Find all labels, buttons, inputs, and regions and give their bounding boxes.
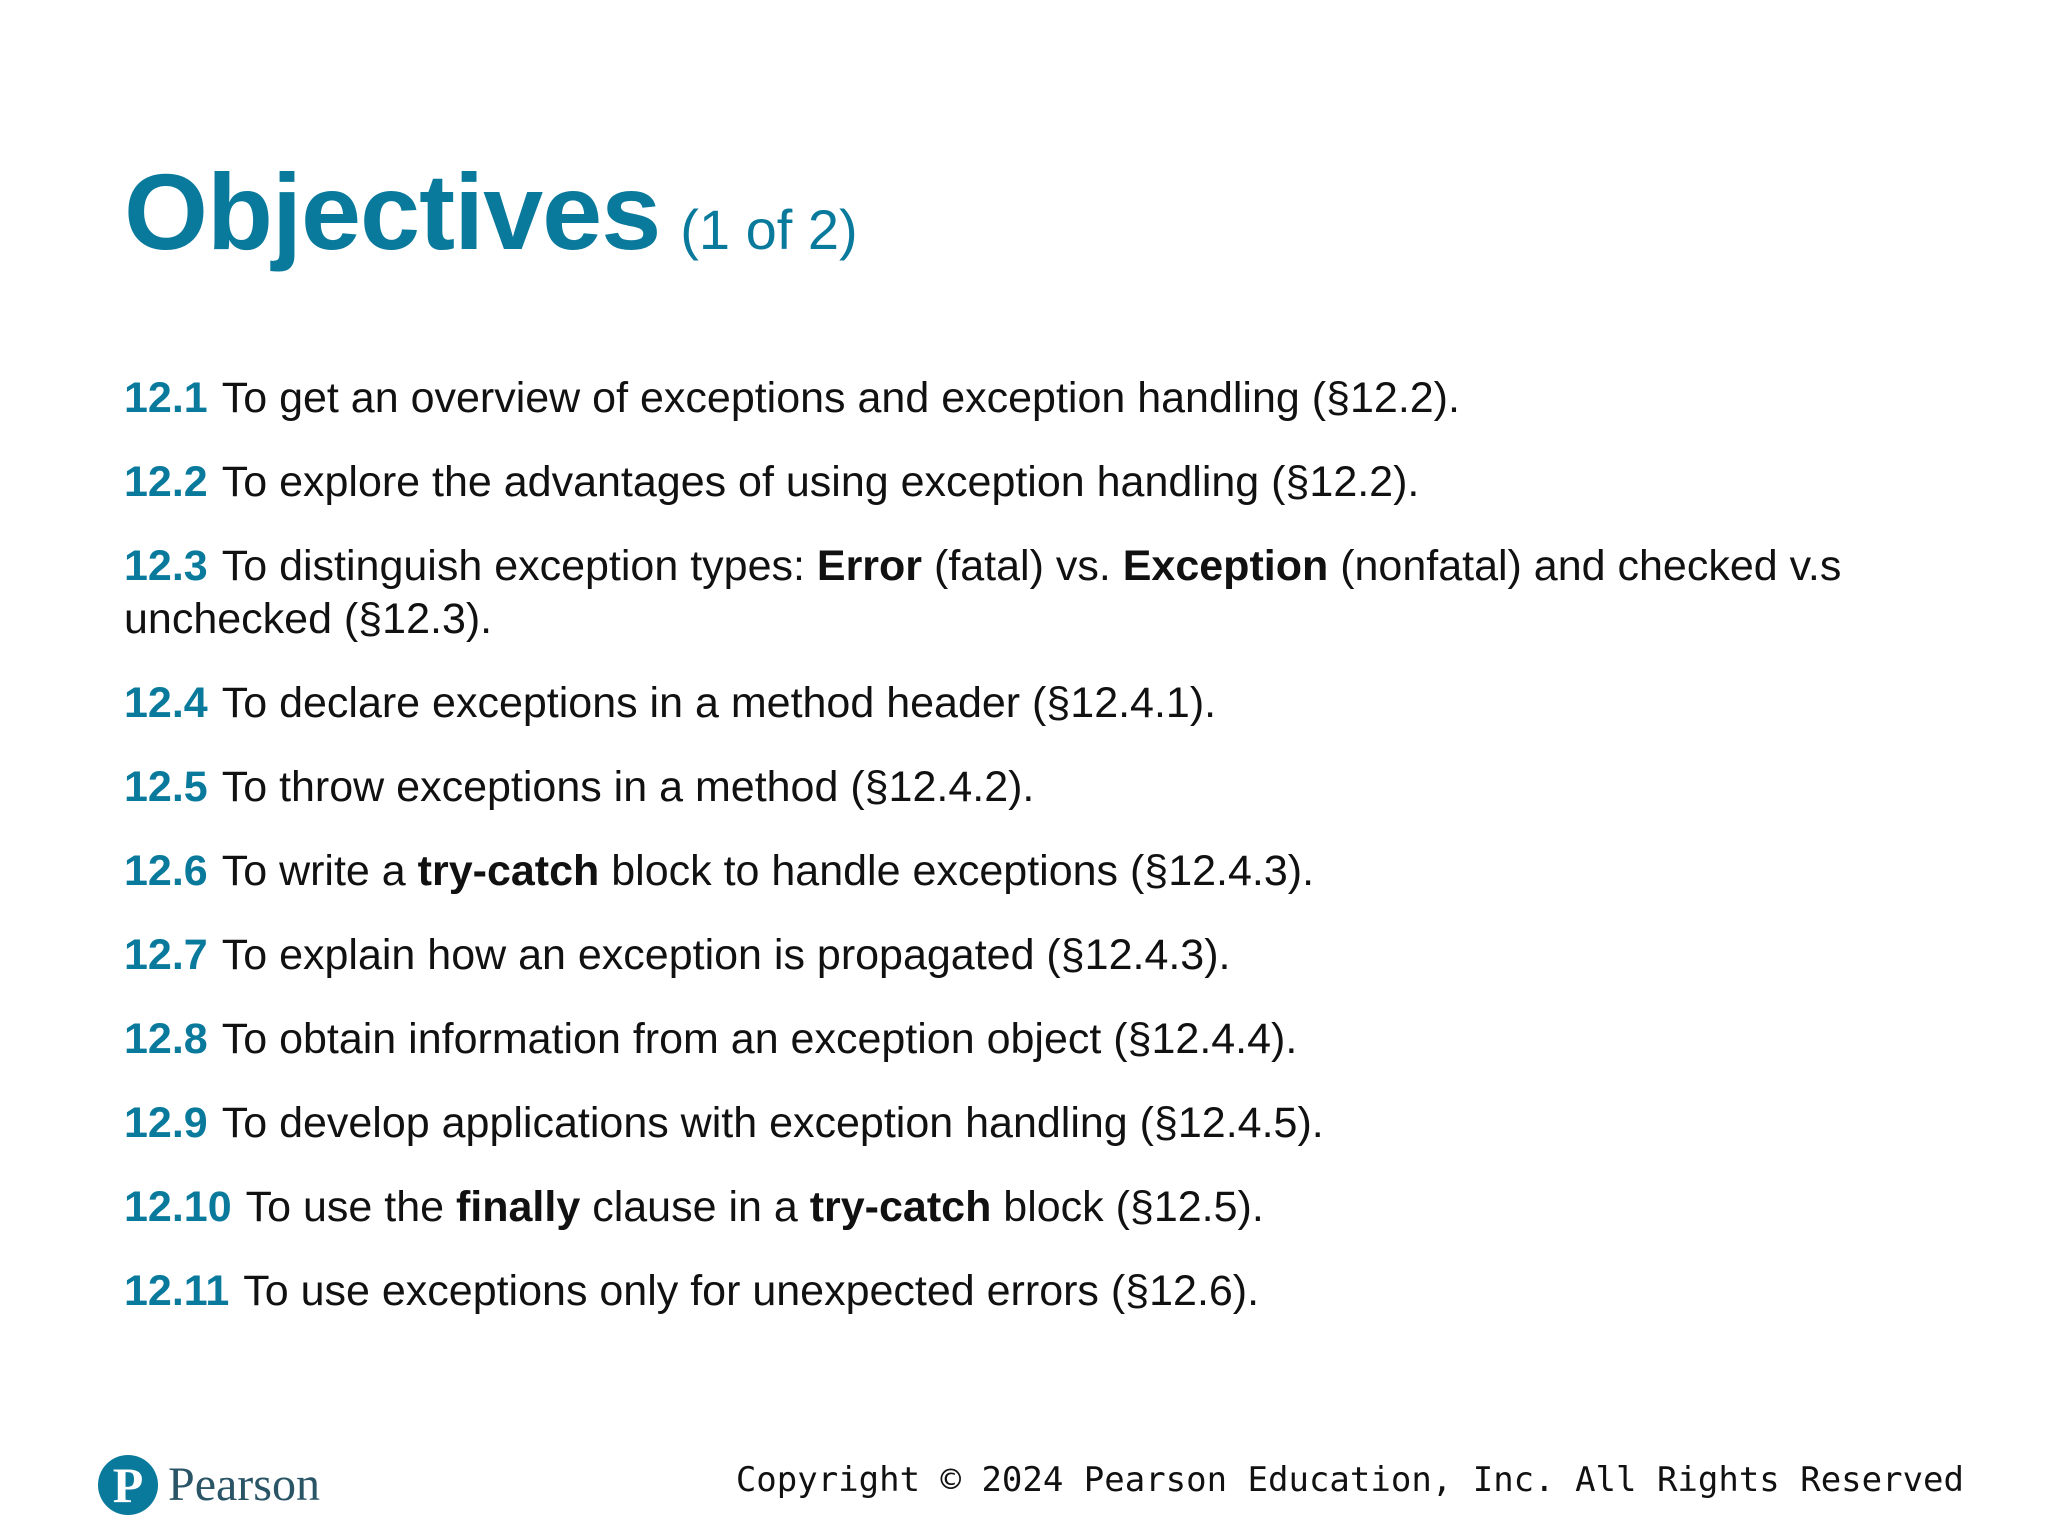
objective-text: To use the	[245, 1183, 456, 1231]
objective-number: 12.1	[124, 374, 208, 422]
objective-text: To explain how an exception is propagated (§12.4.3).	[221, 931, 1231, 979]
objective-number: 12.2	[124, 458, 208, 506]
objective-code-term: try-catch	[809, 1183, 992, 1231]
pearson-logo	[98, 1452, 320, 1518]
objective-text: To throw exceptions in a method (§12.4.2).	[221, 763, 1035, 811]
objective-text: To get an overview of exceptions and exception handling (§12.2).	[221, 374, 1460, 422]
objective-item	[124, 372, 1944, 425]
objective-text: To develop applications with exception handling (§12.4.5).	[221, 1099, 1324, 1147]
objective-text: To explore the advantages of using exception handling (§12.2).	[221, 458, 1420, 506]
objective-text: clause in a	[580, 1183, 810, 1231]
objective-item	[124, 929, 1944, 982]
objective-number: 12.8	[124, 1015, 208, 1063]
objective-number: 12.7	[124, 931, 208, 979]
objective-item	[124, 1013, 1944, 1066]
objective-item	[124, 1181, 1944, 1234]
objective-item	[124, 1097, 1944, 1150]
objective-number: 12.4	[124, 679, 208, 727]
pearson-logo-text: Pearson	[168, 1458, 320, 1511]
pearson-p-logo-icon: P	[98, 1455, 158, 1515]
objectives-list	[124, 372, 1944, 1349]
objective-item	[124, 677, 1944, 730]
objective-text: To write a	[221, 847, 418, 895]
objective-text: (fatal) vs.	[922, 542, 1123, 590]
objective-text: To declare exceptions in a method header (§12.4.1).	[221, 679, 1217, 727]
title-main: Objectives	[124, 151, 661, 272]
objective-text: block (§12.5).	[991, 1183, 1264, 1231]
objective-item	[124, 761, 1944, 814]
objective-number: 12.9	[124, 1099, 208, 1147]
objective-item	[124, 845, 1944, 898]
objective-number: 12.3	[124, 542, 208, 590]
objective-number: 12.10	[124, 1183, 232, 1231]
objective-number: 12.5	[124, 763, 208, 811]
copyright-notice: Copyright © 2024 Pearson Education, Inc. All Rights Reserved	[735, 1460, 1964, 1500]
objective-item	[124, 456, 1944, 509]
objective-item	[124, 1265, 1944, 1318]
objective-text: (nonfatal) and checked v.s unchecked (§12.3).	[124, 542, 1842, 643]
objective-code-term: try-catch	[417, 847, 600, 895]
title-subtitle: (1 of 2)	[680, 198, 858, 261]
objective-code-term: Error	[816, 542, 923, 590]
objective-code-term: finally	[455, 1183, 581, 1231]
objective-text: To obtain information from an exception object (§12.4.4).	[221, 1015, 1298, 1063]
objective-text: To use exceptions only for unexpected errors (§12.6).	[243, 1267, 1260, 1315]
slide-title	[124, 151, 858, 272]
objective-code-term: Exception	[1122, 542, 1329, 590]
objective-number: 12.6	[124, 847, 208, 895]
objective-text: To distinguish exception types:	[221, 542, 817, 590]
objective-item	[124, 540, 1944, 646]
objective-text: block to handle exceptions (§12.4.3).	[599, 847, 1315, 895]
objective-number: 12.11	[124, 1267, 230, 1315]
